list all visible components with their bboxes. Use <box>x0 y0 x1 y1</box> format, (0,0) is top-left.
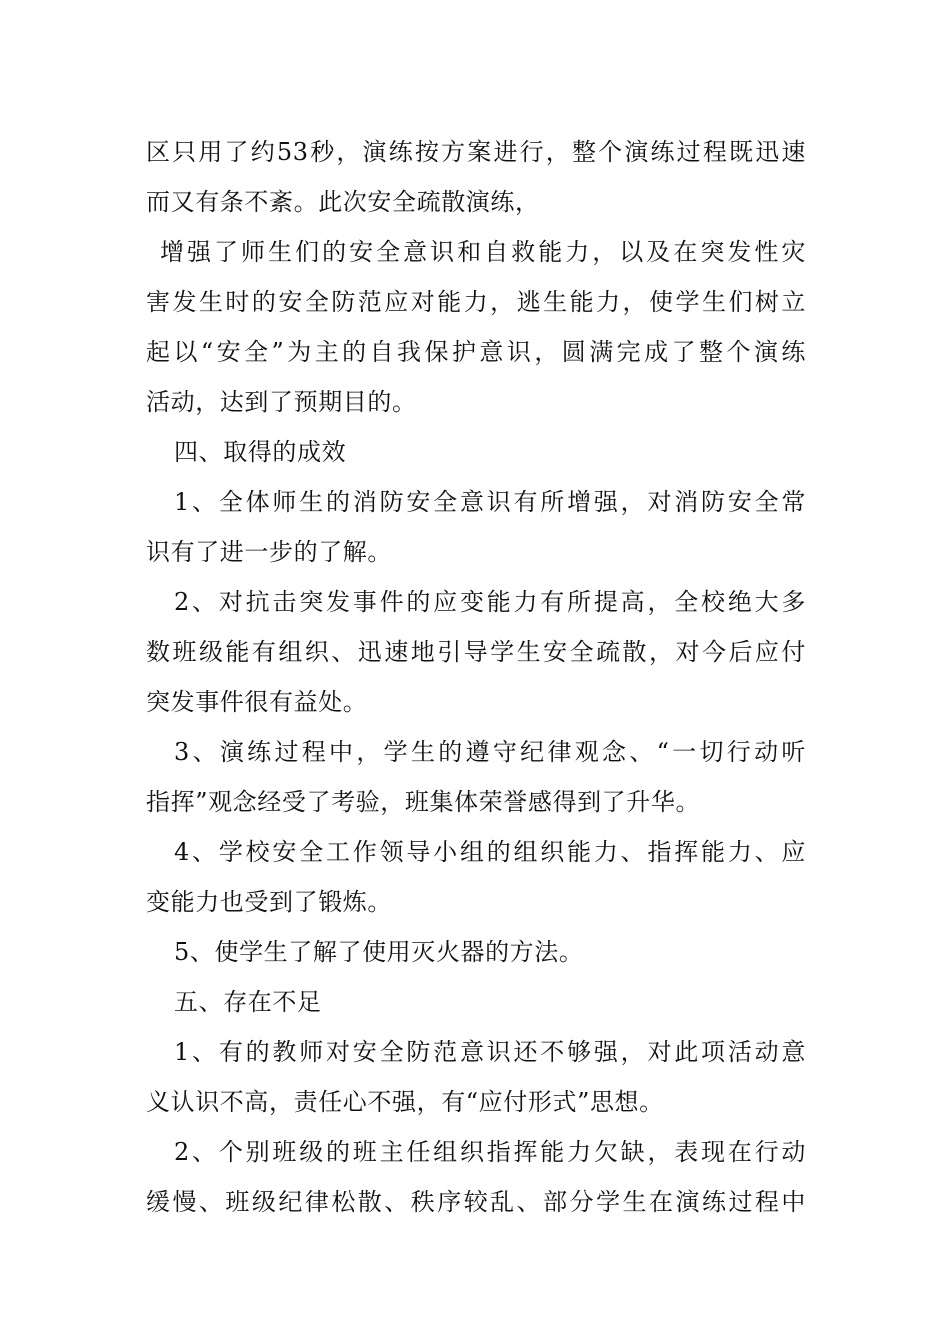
text-line: 活动，达到了预期目的。 <box>146 388 417 416</box>
text-line: 4、学校安全工作领导小组的组织能力、指挥能力、应 <box>174 838 806 866</box>
text-line: 2、个别班级的班主任组织指挥能力欠缺，表现在行动 <box>174 1138 806 1166</box>
text-line: 义认识不高，责任心不强，有“应付形式”思想。 <box>146 1088 664 1116</box>
text-line: 3、演练过程中，学生的遵守纪律观念、“一切行动听 <box>174 738 806 766</box>
text-line: 2、对抗击突发事件的应变能力有所提高，全校绝大多 <box>174 588 806 616</box>
text-line: 5、使学生了解了使用灭火器的方法。 <box>174 938 584 966</box>
section-heading: 五、存在不足 <box>174 988 322 1016</box>
text-line: 1、有的教师对安全防范意识还不够强，对此项活动意 <box>174 1038 806 1066</box>
text-line: 识有了进一步的了解。 <box>146 538 392 566</box>
text-line: 害发生时的安全防范应对能力，逃生能力，使学生们树立 <box>146 288 806 316</box>
text-line: 缓慢、班级纪律松散、秩序较乱、部分学生在演练过程中 <box>146 1188 806 1216</box>
text-line: 而又有条不紊。此次安全疏散演练， <box>146 188 540 216</box>
text-line: 数班级能有组织、迅速地引导学生安全疏散，对今后应付 <box>146 638 806 666</box>
text-line: 突发事件很有益处。 <box>146 688 368 716</box>
text-line: 区只用了约53秒，演练按方案进行，整个演练过程既迅速 <box>146 138 806 166</box>
text-line: 增强了师生们的安全意识和自救能力，以及在突发性灾 <box>160 238 806 266</box>
text-line: 指挥”观念经受了考验，班集体荣誉感得到了升华。 <box>146 788 701 816</box>
text-line: 起以“安全”为主的自我保护意识，圆满完成了整个演练 <box>146 338 806 366</box>
section-heading: 四、取得的成效 <box>174 438 347 466</box>
text-line: 1、全体师生的消防安全意识有所增强，对消防安全常 <box>174 488 806 516</box>
text-line: 变能力也受到了锻炼。 <box>146 888 392 916</box>
